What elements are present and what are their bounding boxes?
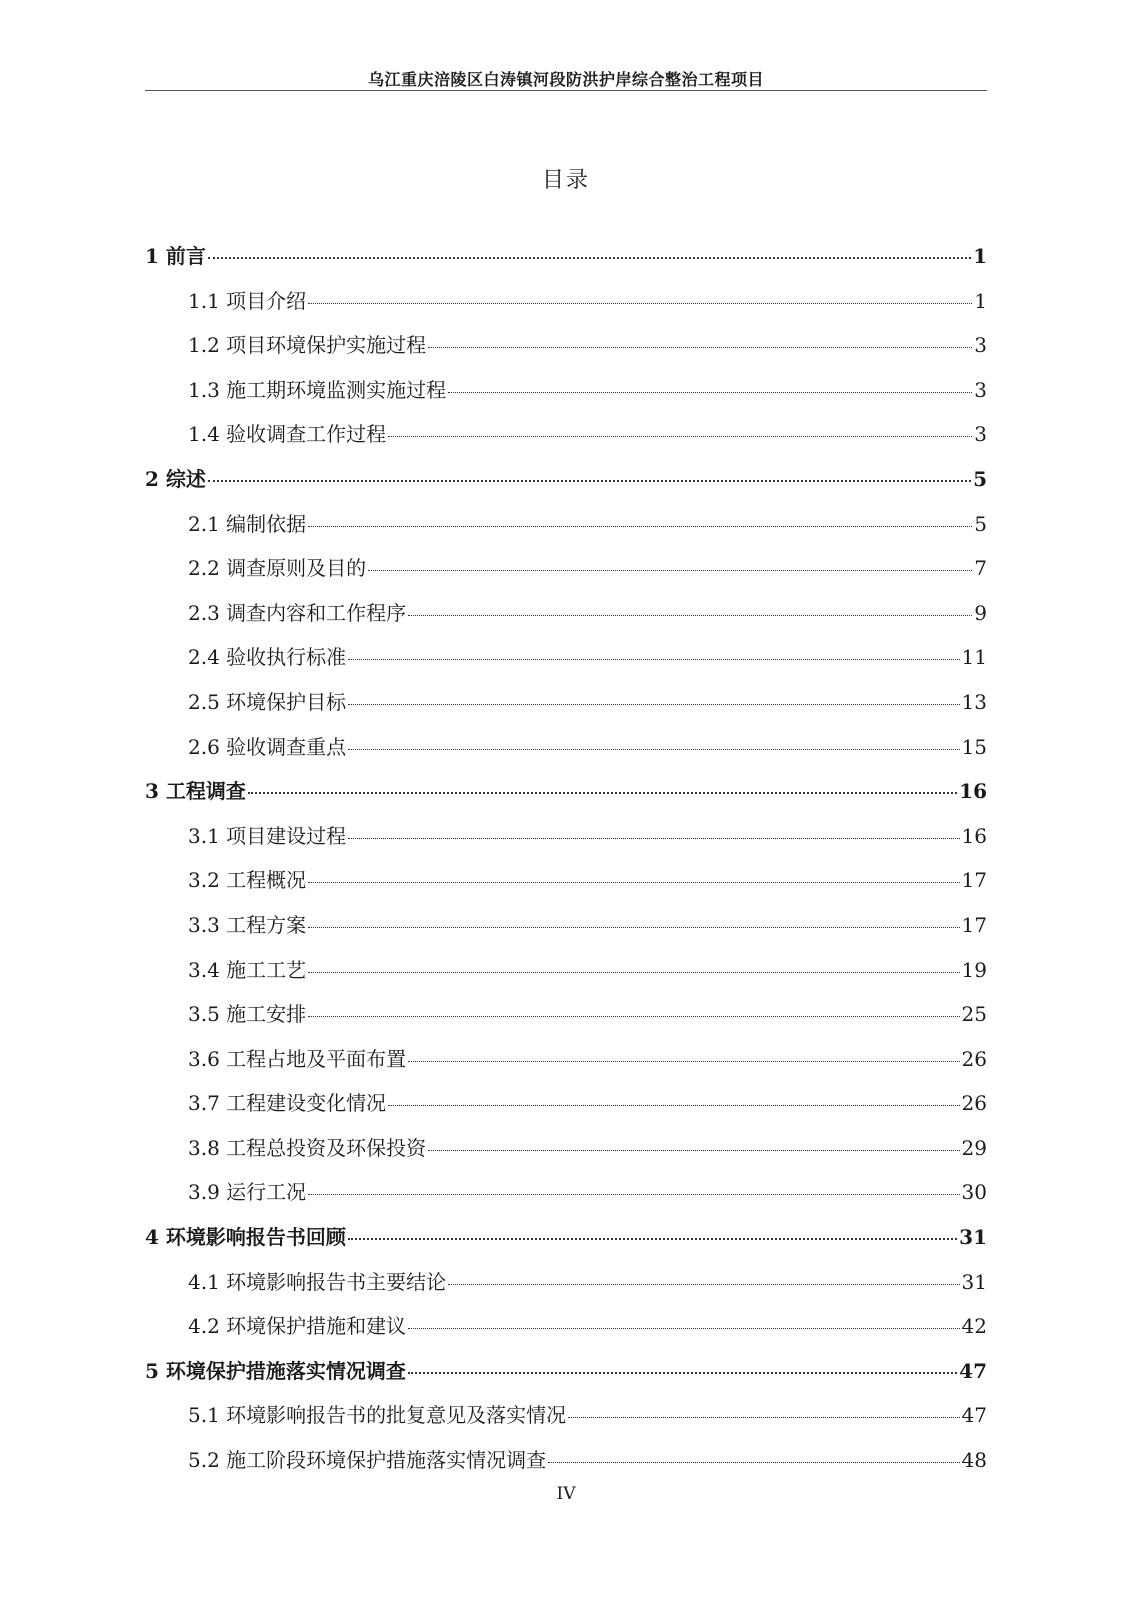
dot-leader — [248, 791, 957, 794]
toc-entry-page: 7 — [974, 556, 987, 581]
toc-entry-page: 9 — [974, 600, 987, 625]
dot-leader — [308, 926, 959, 928]
toc-section-entry[interactable] — [145, 374, 987, 419]
toc-entry-title: 2.5 环境保护目标 — [188, 689, 347, 714]
toc-chapter-entry[interactable] — [145, 463, 987, 508]
toc-section-entry[interactable] — [145, 909, 987, 954]
toc-section-entry[interactable] — [145, 1176, 987, 1221]
dot-leader — [208, 479, 971, 482]
toc-entry-page: 47 — [959, 1358, 987, 1383]
toc-entry-page: 31 — [961, 1269, 987, 1294]
toc-entry-title: 3.8 工程总投资及环保投资 — [188, 1135, 427, 1160]
toc-chapter-entry[interactable] — [145, 775, 987, 820]
toc-section-entry[interactable] — [145, 552, 987, 597]
toc-entry-title: 2.4 验收执行标准 — [188, 645, 347, 670]
toc-entry-title: 5 环境保护措施落实情况调查 — [145, 1358, 406, 1383]
toc-entry-page: 11 — [961, 645, 987, 670]
toc-title: 目录 — [541, 168, 590, 193]
toc-section-entry[interactable] — [145, 1444, 987, 1489]
toc-entry-title: 2.6 验收调查重点 — [188, 734, 347, 759]
toc-entry-page: 1 — [974, 288, 987, 313]
toc-entry-page: 42 — [961, 1314, 987, 1339]
toc-entry-title: 5.2 施工阶段环境保护措施落实情况调查 — [188, 1448, 547, 1473]
toc-section-entry[interactable] — [145, 731, 987, 776]
toc-entry-page: 15 — [961, 734, 987, 759]
dot-leader — [368, 569, 972, 571]
toc-section-entry[interactable] — [145, 418, 987, 463]
toc-section-entry[interactable] — [145, 1399, 987, 1444]
page-number: IV — [556, 1484, 576, 1504]
toc-entry-title: 1.1 项目介绍 — [188, 288, 307, 313]
table-of-contents — [145, 240, 987, 1489]
toc-entry-title: 5.1 环境影响报告书的批复意见及落实情况 — [188, 1403, 567, 1428]
toc-entry-page: 13 — [961, 689, 987, 714]
toc-entry-page: 30 — [961, 1180, 987, 1205]
toc-section-entry[interactable] — [145, 686, 987, 731]
toc-section-entry[interactable] — [145, 1310, 987, 1355]
toc-entry-title: 2.2 调查原则及目的 — [188, 556, 367, 581]
dot-leader — [348, 837, 959, 839]
dot-leader — [308, 1193, 959, 1195]
dot-leader — [308, 302, 972, 304]
toc-entry-title: 1 前言 — [145, 244, 206, 268]
toc-entry-page: 25 — [961, 1002, 987, 1027]
dot-leader — [448, 391, 972, 393]
toc-chapter-entry[interactable] — [145, 1221, 987, 1266]
toc-entry-title: 2.3 调查内容和工作程序 — [188, 600, 407, 625]
toc-entry-title: 4.2 环境保护措施和建议 — [188, 1314, 407, 1339]
dot-leader — [348, 748, 959, 750]
toc-entry-page: 26 — [961, 1091, 987, 1116]
toc-entry-title: 4.1 环境影响报告书主要结论 — [188, 1269, 447, 1294]
toc-section-entry[interactable] — [145, 1043, 987, 1088]
dot-leader — [388, 1104, 959, 1106]
toc-entry-title: 3.1 项目建设过程 — [188, 823, 347, 848]
dot-leader — [408, 1371, 957, 1374]
toc-entry-page: 17 — [961, 912, 987, 937]
dot-leader — [208, 256, 971, 259]
toc-entry-title: 2.1 编制依据 — [188, 511, 307, 536]
toc-entry-page: 16 — [961, 823, 987, 848]
toc-section-entry[interactable] — [145, 864, 987, 909]
dot-leader — [428, 1149, 959, 1151]
toc-entry-page: 47 — [961, 1403, 987, 1428]
toc-entry-title: 3.4 施工工艺 — [188, 957, 307, 982]
toc-entry-page: 5 — [973, 466, 987, 491]
dot-leader — [308, 1015, 959, 1017]
dot-leader — [388, 435, 972, 437]
toc-entry-page: 31 — [959, 1225, 987, 1250]
dot-leader — [448, 1283, 959, 1285]
dot-leader — [308, 525, 972, 527]
toc-entry-page: 3 — [974, 333, 987, 358]
toc-section-entry[interactable] — [145, 508, 987, 553]
toc-entry-title: 2 综述 — [145, 466, 206, 491]
dot-leader — [348, 1237, 957, 1240]
toc-section-entry[interactable] — [145, 820, 987, 865]
toc-entry-page: 26 — [961, 1046, 987, 1071]
dot-leader — [308, 971, 959, 973]
toc-section-entry[interactable] — [145, 1266, 987, 1311]
dot-leader — [308, 881, 959, 883]
toc-entry-title: 3 工程调查 — [145, 779, 246, 804]
toc-entry-page: 1 — [973, 244, 987, 268]
dot-leader — [568, 1416, 959, 1418]
toc-entry-page: 5 — [974, 511, 987, 536]
toc-chapter-entry[interactable] — [145, 240, 987, 285]
toc-entry-page: 29 — [961, 1135, 987, 1160]
running-header: 乌江重庆涪陵区白涛镇河段防洪护岸综合整治工程项目 — [367, 70, 764, 89]
toc-section-entry[interactable] — [145, 998, 987, 1043]
dot-leader — [428, 346, 972, 348]
dot-leader — [348, 703, 959, 705]
toc-entry-title: 3.6 工程占地及平面布置 — [188, 1046, 407, 1071]
toc-entry-title: 3.9 运行工况 — [188, 1180, 307, 1205]
toc-entry-page: 3 — [974, 422, 987, 447]
toc-section-entry[interactable] — [145, 1087, 987, 1132]
toc-entry-page: 17 — [961, 868, 987, 893]
toc-section-entry[interactable] — [145, 641, 987, 686]
header-divider — [145, 90, 987, 91]
toc-section-entry[interactable] — [145, 597, 987, 642]
dot-leader — [408, 614, 972, 616]
toc-entry-page: 48 — [961, 1448, 987, 1473]
toc-section-entry[interactable] — [145, 1132, 987, 1177]
toc-section-entry[interactable] — [145, 954, 987, 999]
dot-leader — [408, 1327, 959, 1329]
toc-entry-page: 19 — [961, 957, 987, 982]
toc-entry-title: 1.3 施工期环境监测实施过程 — [188, 377, 447, 402]
toc-entry-title: 3.3 工程方案 — [188, 912, 307, 937]
toc-section-entry[interactable] — [145, 285, 987, 330]
toc-entry-title: 1.2 项目环境保护实施过程 — [188, 333, 427, 358]
dot-leader — [548, 1461, 959, 1463]
toc-entry-title: 3.2 工程概况 — [188, 868, 307, 893]
toc-entry-title: 3.5 施工安排 — [188, 1002, 307, 1027]
toc-entry-title: 1.4 验收调查工作过程 — [188, 422, 387, 447]
toc-entry-page: 3 — [974, 377, 987, 402]
toc-entry-title: 3.7 工程建设变化情况 — [188, 1091, 387, 1116]
toc-entry-page: 16 — [959, 779, 987, 804]
toc-section-entry[interactable] — [145, 329, 987, 374]
toc-entry-title: 4 环境影响报告书回顾 — [145, 1225, 346, 1250]
toc-chapter-entry[interactable] — [145, 1355, 987, 1400]
dot-leader — [348, 658, 959, 660]
dot-leader — [408, 1060, 959, 1062]
